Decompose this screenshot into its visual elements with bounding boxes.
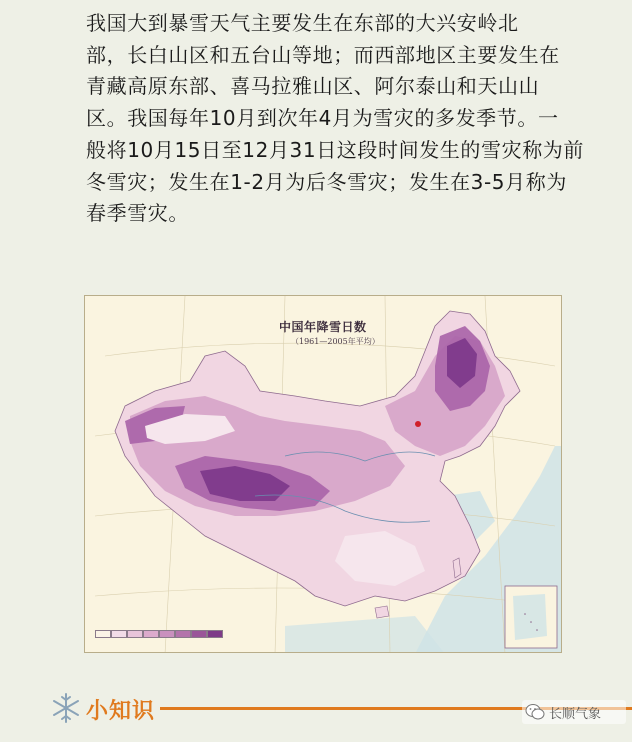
legend-swatch [207, 630, 223, 638]
legend-swatch [111, 630, 127, 638]
map-subtitle: （1961—2005年平均） [291, 337, 380, 346]
article-line: 般将10月15日至12月31日这段时间发生的雪灾称为前 [86, 137, 584, 162]
article-paragraph [86, 8, 586, 230]
snowflake-icon [48, 690, 84, 726]
hainan-island [375, 606, 389, 618]
map-legend [95, 630, 223, 638]
legend-swatch [127, 630, 143, 638]
legend-swatch [143, 630, 159, 638]
legend-swatch [159, 630, 175, 638]
watermark [522, 700, 626, 724]
legend-swatch [191, 630, 207, 638]
article-line: 冬雪灾；发生在1-2月为后冬雪灾；发生在3-5月称为 [86, 169, 567, 194]
watermark-text: 长顺气象 [549, 706, 602, 722]
snow-days-map [84, 295, 562, 653]
wechat-icon [525, 703, 545, 721]
article-line: 青藏高原东部、喜马拉雅山区、阿尔泰山和天山山 [86, 74, 540, 99]
china-map-svg [85, 296, 562, 653]
legend-swatch [175, 630, 191, 638]
capital-marker [415, 421, 421, 427]
article-line: 我国大到暴雪天气主要发生在东部的大兴安岭北 [86, 11, 519, 35]
article-line: 部，长白山区和五台山等地；而西部地区主要发生在 [86, 42, 560, 67]
article-line: 区。我国每年10月到次年4月为雪灾的多发季节。一 [86, 106, 559, 131]
article-line: 春季雪灾。 [86, 201, 189, 226]
map-title: 中国年降雪日数 [279, 320, 367, 334]
legend-swatch [95, 630, 111, 638]
sea-area [285, 616, 445, 653]
section-title: 小知识 [86, 699, 156, 724]
